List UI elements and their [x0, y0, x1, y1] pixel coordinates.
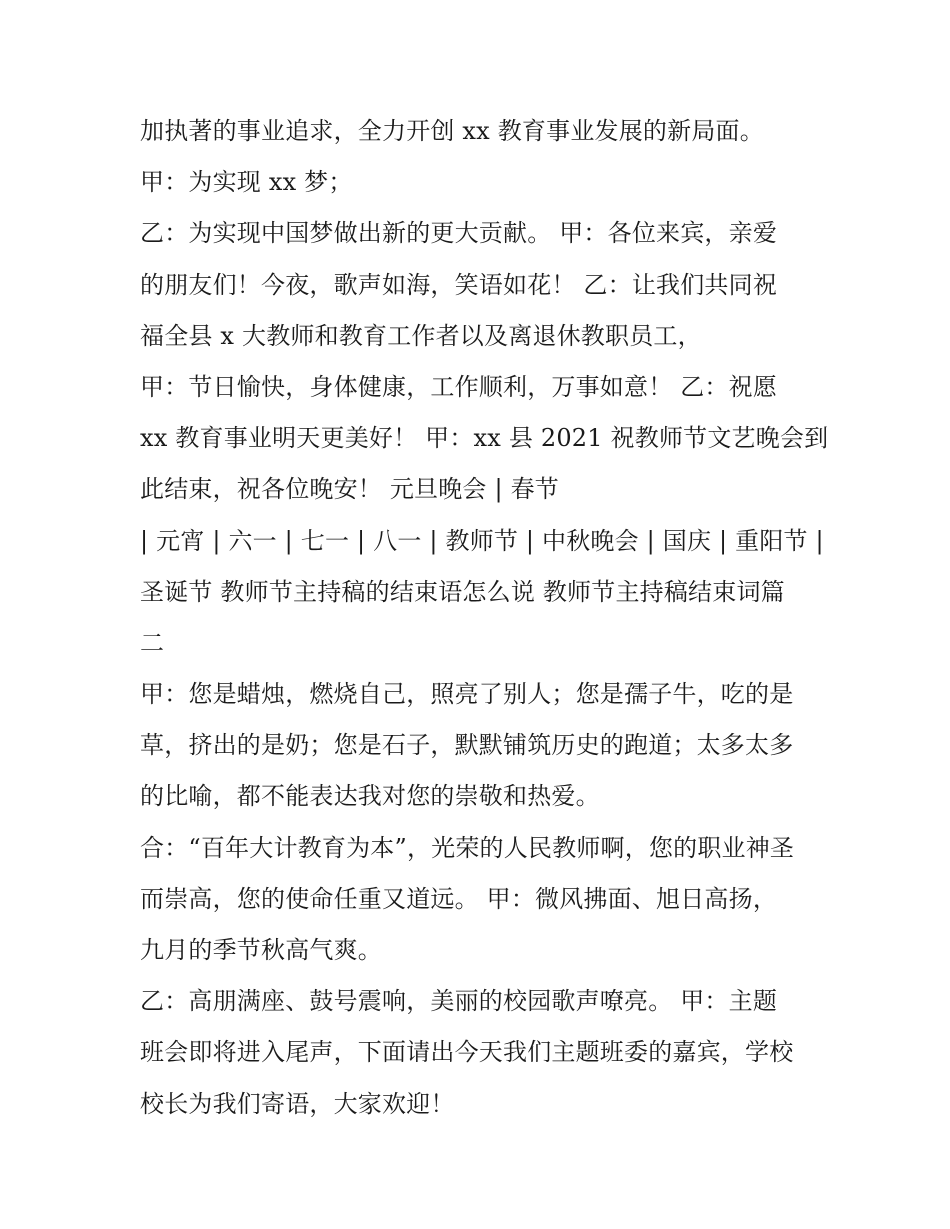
- text-line: 加执著的事业追求，全力开创 xx 教育事业发展的新局面。: [140, 117, 764, 145]
- text-line: 合：“百年大计教育为本”，光荣的人民教师啊，您的职业神圣: [140, 833, 795, 862]
- text-line: 甲：节日愉快，身体健康，工作顺利，万事如意！ 乙：祝愿: [140, 372, 778, 401]
- text-line: 二: [140, 628, 165, 657]
- text-line: xx 教育事业明天更美好！ 甲：xx 县 2021 祝教师节文艺晚会到: [140, 424, 829, 453]
- text-line: 的朋友们！今夜，歌声如海，笑语如花！ 乙：让我们共同祝: [140, 270, 778, 299]
- text-line: 的比喻，都不能表达我对您的崇敬和热爱。: [140, 782, 600, 811]
- document-body: [140, 106, 829, 1130]
- text-line: 福全县 x 大教师和教育工作者以及离退休教职员工，: [140, 321, 702, 350]
- text-line: 甲：您是蜡烛，燃烧自己，照亮了别人；您是孺子牛，吃的是: [140, 680, 794, 709]
- text-line: 乙：高朋满座、鼓号震响，美丽的校园歌声嘹亮。 甲：主题: [140, 987, 778, 1016]
- text-line: 校长为我们寄语，大家欢迎！: [140, 1089, 455, 1118]
- text-line: 圣诞节 教师节主持稿的结束语怎么说 教师节主持稿结束词篇: [140, 577, 785, 606]
- text-line: 而崇高，您的使命任重又道远。 甲：微风拂面、旭日高扬，: [140, 884, 778, 913]
- text-line: 此结束，祝各位晚安！ 元旦晚会 | 春节: [140, 475, 559, 504]
- text-line: 乙：为实现中国梦做出新的更大贡献。 甲：各位来宾，亲爱: [140, 219, 778, 248]
- text-line: 九月的季节秋高气爽。: [140, 936, 382, 964]
- text-line: 班会即将进入尾声，下面请出今天我们主题班委的嘉宾，学校: [140, 1038, 794, 1067]
- text-line: 草，挤出的是奶；您是石子，默默铺筑历史的跑道；太多太多: [140, 731, 794, 760]
- text-line: 甲：为实现 xx 梦；: [140, 168, 353, 197]
- text-line: | 元宵 | 六一 | 七一 | 八一 | 教师节 | 中秋晚会 | 国庆 | 重阳节 |: [140, 526, 824, 555]
